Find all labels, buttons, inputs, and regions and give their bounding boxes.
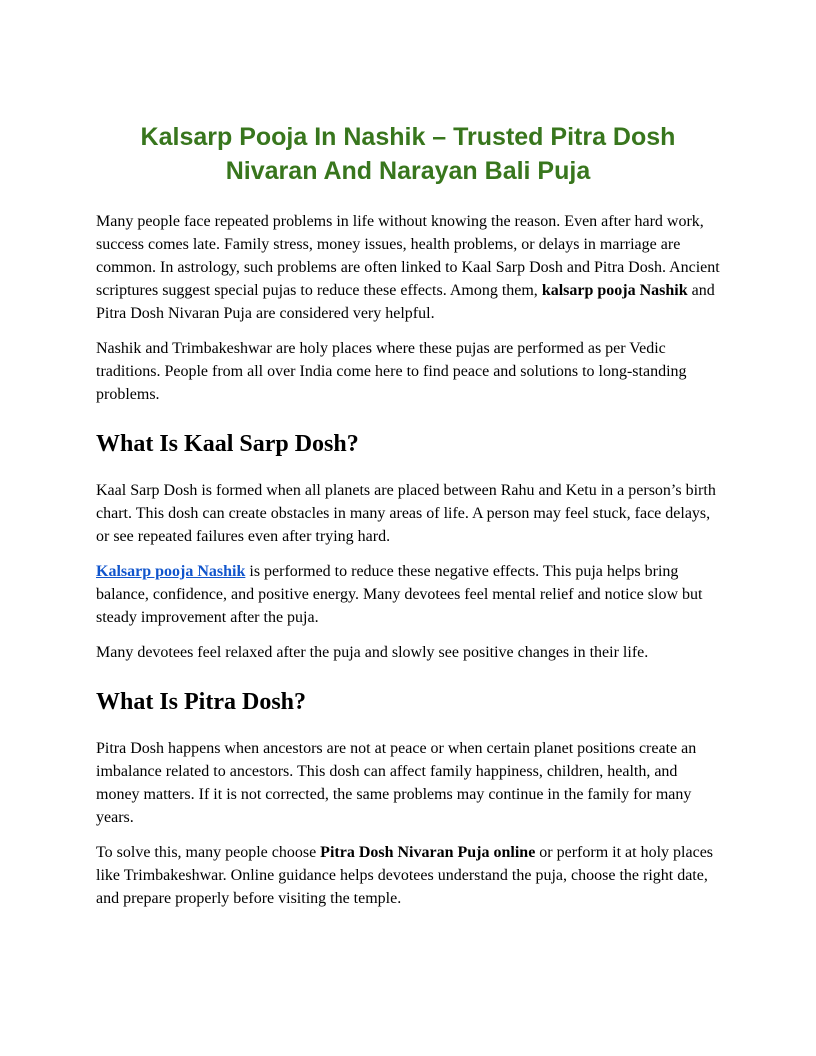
intro-keyword-bold: kalsarp pooja Nashik bbox=[541, 282, 688, 299]
pitra-dosh-keyword-bold: Pitra Dosh Nivaran Puja online bbox=[320, 844, 536, 861]
pitra-dosh-text-end: or perform it at holy places like Trimbakeshwar. Online guidance helps devotees understand the puja, choose the right date, and prepare properly before visiting the temple. bbox=[96, 844, 714, 907]
intro-paragraph-1 bbox=[96, 210, 720, 325]
section-heading-pitra-dosh: What Is Pitra Dosh? bbox=[96, 689, 307, 715]
kaal-sarp-paragraph-1: Kaal Sarp Dosh is formed when all planets are placed between Rahu and Ketu in a person’s birth chart. This dosh can create obstacles in many areas of life. A person may feel stuck, face delays, or see repeated failures even after trying hard. bbox=[96, 482, 716, 545]
pitra-dosh-paragraph-2 bbox=[96, 841, 720, 910]
intro-paragraph-2: Nashik and Trimbakeshwar are holy places where these pujas are performed as per Vedic traditions. People from all over India come here to find peace and solutions to long-standing problems. bbox=[96, 340, 687, 403]
document-page bbox=[96, 120, 720, 922]
page-title bbox=[96, 120, 720, 188]
kaal-sarp-paragraph-2-text: is performed to reduce these negative effects. This puja helps bring balance, confidence, and positive energy. Many devotees feel mental relief and notice slow but steady improvement after the puja. bbox=[96, 563, 703, 626]
page-title-line-2: Nivaran And Narayan Bali Puja bbox=[225, 157, 591, 185]
kaal-sarp-paragraph-3: Many devotees feel relaxed after the puja and slowly see positive changes in their life. bbox=[96, 644, 649, 661]
pitra-dosh-text-start: To solve this, many people choose bbox=[96, 844, 321, 861]
intro-text-start: Many people face repeated problems in life without knowing the reason. Even after hard work, success comes late. Family stress, money issues, health problems, or delays in marriage are common. In astrology, such problems are often linked to Kaal Sarp Dosh and Pitra Dosh. Ancient scriptures suggest special pujas to reduce these effects. Among them, bbox=[96, 213, 720, 299]
page-title-line-1: Kalsarp Pooja In Nashik – Trusted Pitra Dosh bbox=[140, 123, 676, 151]
intro-text-end: and Pitra Dosh Nivaran Puja are considered very helpful. bbox=[96, 282, 715, 322]
kalsarp-pooja-nashik-link[interactable]: Kalsarp pooja Nashik bbox=[96, 563, 246, 580]
section-heading-kaal-sarp-dosh: What Is Kaal Sarp Dosh? bbox=[96, 431, 359, 457]
pitra-dosh-paragraph-1: Pitra Dosh happens when ancestors are not at peace or when certain planet positions create an imbalance related to ancestors. This dosh can affect family happiness, children, health, and money matters. If it is not corrected, the same problems may continue in the family for many years. bbox=[96, 740, 697, 826]
kaal-sarp-paragraph-2 bbox=[96, 560, 720, 629]
